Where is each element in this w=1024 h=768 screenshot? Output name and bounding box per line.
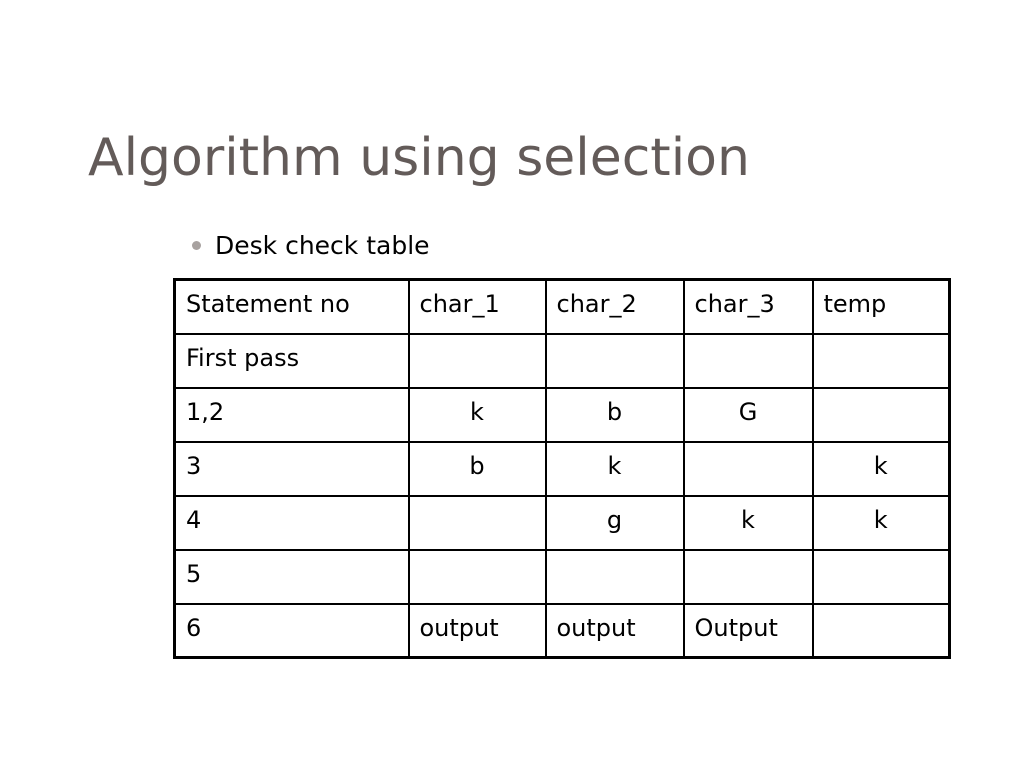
header-cell-char-3: char_3: [684, 280, 813, 334]
header-cell-statement-no: Statement no: [175, 280, 409, 334]
table-cell: [813, 388, 950, 442]
table-cell: [813, 550, 950, 604]
table-cell: k: [409, 388, 546, 442]
table-cell: G: [684, 388, 813, 442]
table-cell: 6: [175, 604, 409, 658]
table-row: [175, 496, 950, 550]
table-cell: [684, 334, 813, 388]
table-cell: [409, 334, 546, 388]
table-cell: k: [813, 496, 950, 550]
desk-check-table: [173, 278, 951, 659]
table-cell: b: [546, 388, 684, 442]
table-cell: [546, 334, 684, 388]
table-cell: 5: [175, 550, 409, 604]
table-cell: [813, 604, 950, 658]
bullet-item: [192, 228, 430, 262]
header-cell-char-2: char_2: [546, 280, 684, 334]
bullet-icon: [192, 241, 201, 250]
table-cell: [684, 442, 813, 496]
table-cell: First pass: [175, 334, 409, 388]
table-row: [175, 334, 950, 388]
table-cell: Output: [684, 604, 813, 658]
table-header-row: [175, 280, 950, 334]
header-cell-char-1: char_1: [409, 280, 546, 334]
table-row: [175, 442, 950, 496]
header-cell-temp: temp: [813, 280, 950, 334]
table-cell: k: [546, 442, 684, 496]
table-cell: output: [546, 604, 684, 658]
table-cell: [409, 496, 546, 550]
table-cell: k: [684, 496, 813, 550]
table-cell: k: [813, 442, 950, 496]
table-cell: [546, 550, 684, 604]
slide-title: Algorithm using selection: [88, 128, 750, 188]
table-cell: g: [546, 496, 684, 550]
table-row: [175, 604, 950, 658]
table-cell: [684, 550, 813, 604]
table-cell: 4: [175, 496, 409, 550]
table-row: [175, 550, 950, 604]
bullet-text: Desk check table: [215, 230, 430, 260]
table-cell: 1,2: [175, 388, 409, 442]
table-cell: [813, 334, 950, 388]
table-cell: b: [409, 442, 546, 496]
table-cell: output: [409, 604, 546, 658]
table-cell: 3: [175, 442, 409, 496]
table-cell: [409, 550, 546, 604]
table-row: [175, 388, 950, 442]
